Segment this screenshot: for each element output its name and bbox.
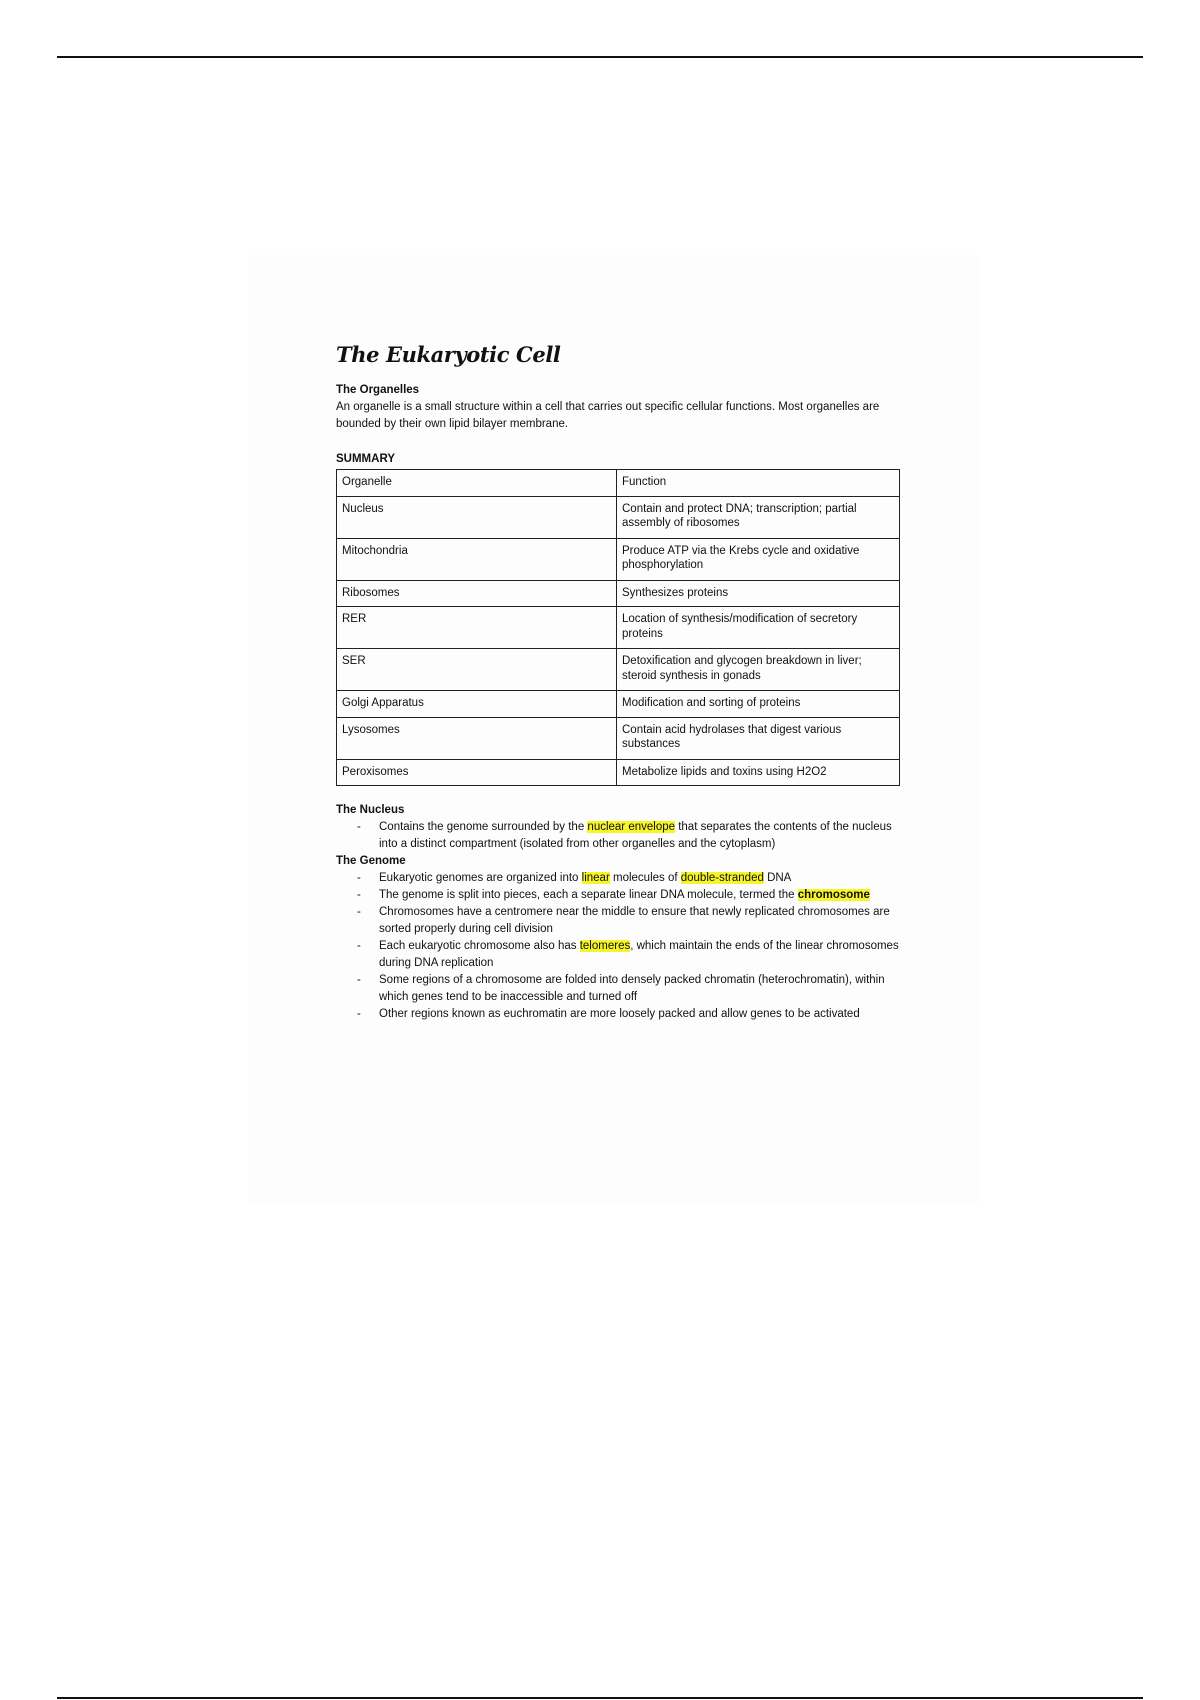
highlighted-term: chromosome <box>797 889 870 901</box>
bullet-text: DNA <box>763 872 792 884</box>
top-rule <box>57 56 1143 58</box>
summary-heading: SUMMARY <box>336 453 395 465</box>
bullet-dash: - <box>357 889 361 901</box>
highlighted-term: nuclear envelope <box>587 821 676 833</box>
table-header-row <box>337 470 900 497</box>
table-cell-organelle: Mitochondria <box>337 538 617 580</box>
highlighted-term: linear <box>581 872 610 884</box>
table-row <box>337 607 900 649</box>
list-item <box>357 1006 901 1023</box>
bullet-text: Each eukaryotic chromosome also has <box>379 940 580 952</box>
table-cell-organelle: Golgi Apparatus <box>337 691 617 718</box>
bullet-text: Chromosomes have a centromere near the middle to ensure that newly replicated chromosomes are sorted properly during cell division <box>379 906 890 935</box>
table-row <box>337 649 900 691</box>
organelles-heading: The Organelles <box>336 384 420 396</box>
genome-bullet-list <box>336 870 901 1023</box>
list-item <box>357 870 901 887</box>
document-content <box>336 340 901 1023</box>
highlighted-term: telomeres <box>579 940 631 952</box>
organelle-summary-table <box>336 469 900 786</box>
bullet-text: Some regions of a chromosome are folded into densely packed chromatin (heterochromatin), within which genes tend to be inaccessible and turned off <box>379 974 885 1003</box>
table-cell-organelle: Nucleus <box>337 496 617 538</box>
list-item <box>357 904 901 938</box>
bullet-dash: - <box>357 872 361 884</box>
bullet-dash: - <box>357 906 361 918</box>
table-cell-function: Location of synthesis/modification of secretory proteins <box>617 607 900 649</box>
bullet-dash: - <box>357 974 361 986</box>
table-cell-function: Contain and protect DNA; transcription; partial assembly of ribosomes <box>617 496 900 538</box>
bullet-text: Contains the genome surrounded by the <box>379 821 588 833</box>
list-item <box>357 972 901 1006</box>
document-title: The Eukaryotic Cell <box>336 342 561 367</box>
bottom-rule <box>57 1697 1143 1699</box>
table-cell-organelle: Ribosomes <box>337 580 617 607</box>
list-item <box>357 819 901 853</box>
table-row <box>337 538 900 580</box>
table-cell-function: Produce ATP via the Krebs cycle and oxidative phosphorylation <box>617 538 900 580</box>
nucleus-bullet-list <box>336 819 901 853</box>
table-cell-function: Detoxification and glycogen breakdown in liver; steroid synthesis in gonads <box>617 649 900 691</box>
bullet-text: Eukaryotic genomes are organized into <box>379 872 582 884</box>
bullet-text: , which maintain the ends of the linear chromosomes during DNA replication <box>379 940 899 969</box>
bullet-text: that separates the contents of the nucleus into a distinct compartment (isolated from other organelles and the cytoplasm) <box>379 821 892 850</box>
nucleus-heading: The Nucleus <box>336 804 405 816</box>
bullet-dash: - <box>357 940 361 952</box>
bullet-text: The genome is split into pieces, each a separate linear DNA molecule, termed the <box>379 889 798 901</box>
bullet-dash: - <box>357 1008 361 1020</box>
table-cell-organelle: Peroxisomes <box>337 759 617 786</box>
table-cell-organelle: RER <box>337 607 617 649</box>
table-header-cell: Organelle <box>337 470 617 497</box>
list-item <box>357 887 901 904</box>
table-row <box>337 717 900 759</box>
table-header-cell: Function <box>617 470 900 497</box>
bullet-text: molecules of <box>609 872 681 884</box>
list-item <box>357 938 901 972</box>
table-cell-organelle: Lysosomes <box>337 717 617 759</box>
organelles-paragraph: An organelle is a small structure within a cell that carries out specific cellular functions. Most organelles are bounded by their own lipid bilayer membrane. <box>336 401 880 430</box>
bullet-text: Other regions known as euchromatin are more loosely packed and allow genes to be activated <box>379 1008 860 1020</box>
table-cell-function: Synthesizes proteins <box>617 580 900 607</box>
table-cell-function: Metabolize lipids and toxins using H2O2 <box>617 759 900 786</box>
table-cell-organelle: SER <box>337 649 617 691</box>
bullet-dash: - <box>357 821 361 833</box>
table-row <box>337 759 900 786</box>
table-row <box>337 580 900 607</box>
highlighted-term: double-stranded <box>680 872 764 884</box>
table-row <box>337 691 900 718</box>
table-cell-function: Modification and sorting of proteins <box>617 691 900 718</box>
table-row <box>337 496 900 538</box>
table-cell-function: Contain acid hydrolases that digest various substances <box>617 717 900 759</box>
genome-heading: The Genome <box>336 855 406 867</box>
